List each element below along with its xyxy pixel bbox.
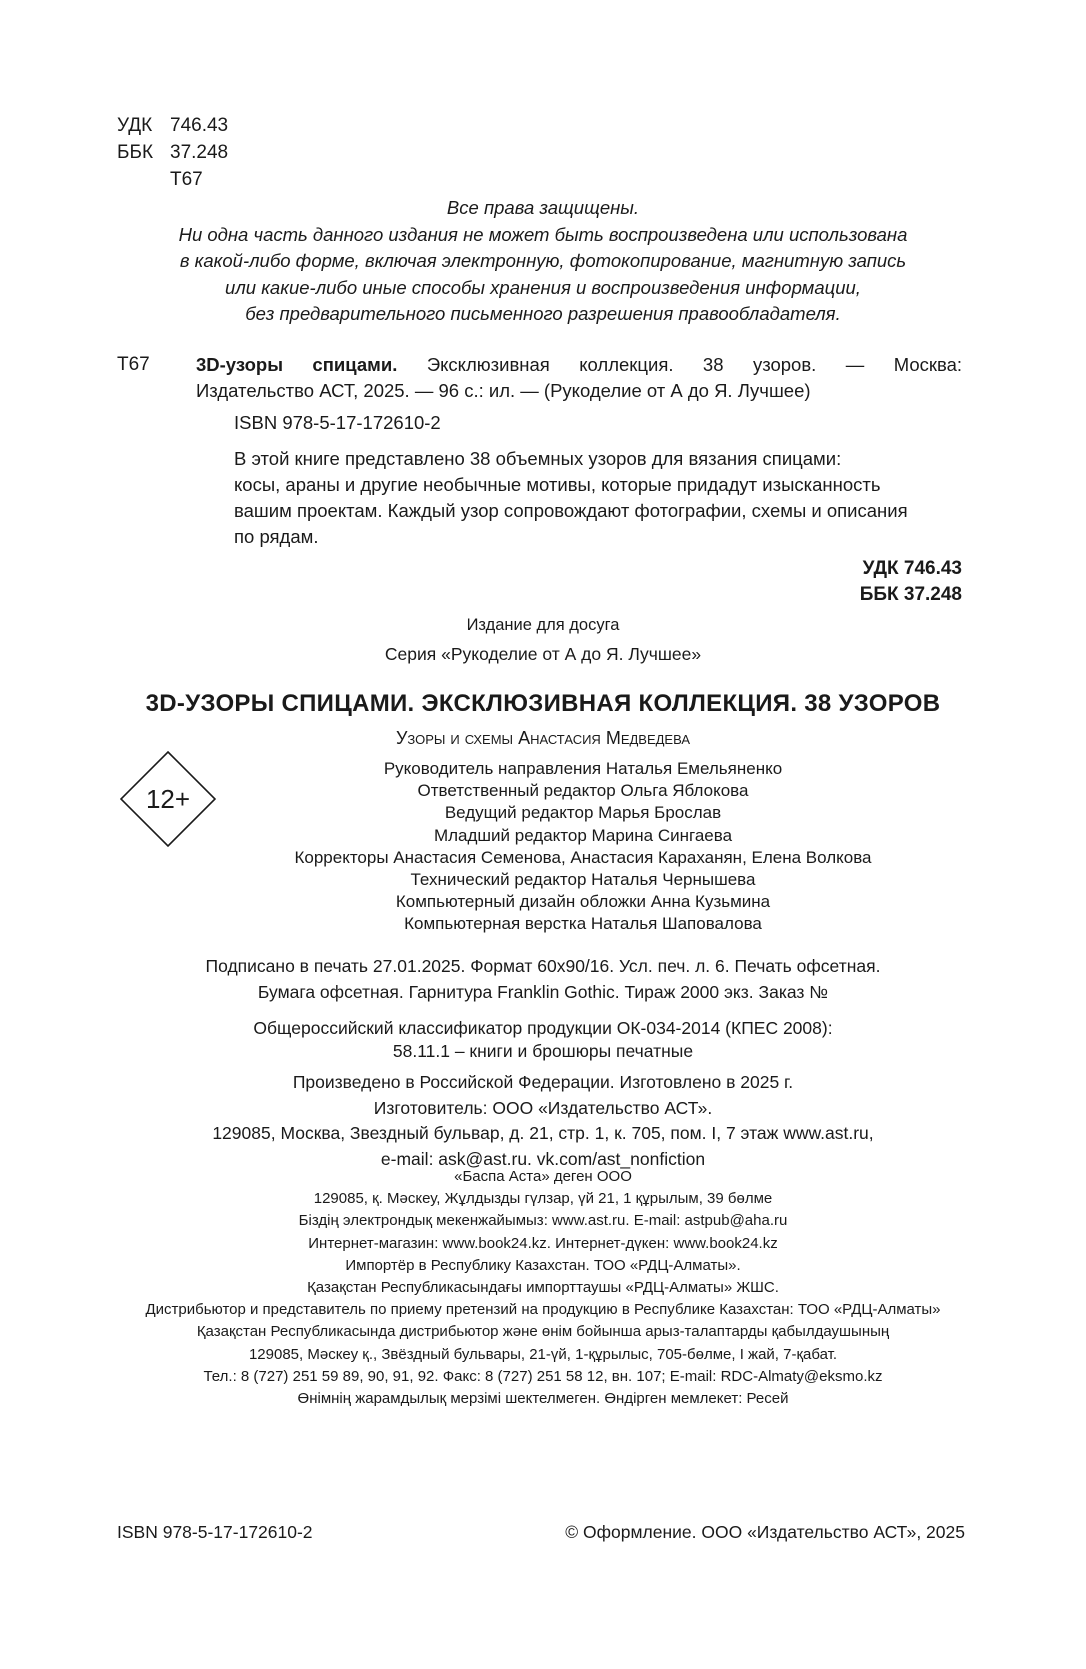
abstract-line: вашим проектам. Каждый узор сопровождают фотографии, схемы и описания [234, 500, 908, 521]
print-info-line: Подписано в печать 27.01.2025. Формат 60x90/16. Усл. печ. л. 6. Печать офсетная. [205, 956, 881, 976]
product-classifier [0, 1017, 1086, 1063]
kz-line: 129085, Мәскеу қ., Звёздный бульвары, 21-үй, 1-құрылыс, 705-бөлме, I жай, 7-қабат. [248, 1345, 838, 1363]
catalog-card [196, 352, 962, 608]
card-author-mark: Т67 [117, 354, 150, 375]
classification-codes [117, 112, 228, 193]
credit-line: Руководитель направления Наталья Емельяненко [383, 759, 783, 778]
patterns-author: Узоры и схемы Анастасия Медведева [395, 728, 691, 748]
footer-copyright: © Оформление. ООО «Издательство АСТ», 2025 [565, 1522, 965, 1542]
kz-line: 129085, қ. Мәскеу, Жұлдызды гүлзар, үй 21, 1 құрылым, 39 бөлме [313, 1190, 773, 1208]
card-title: 3D-узоры спицами. [196, 354, 398, 375]
bbk-label: ББК [117, 142, 154, 163]
udk-value: 746.43 [170, 115, 229, 136]
manufacturer-line: e-mail: ask@ast.ru. vk.com/ast_nonfiction [380, 1148, 706, 1169]
kz-line: Өнімнің жарамдылық мерзімі шектелмеген. Өндірген мемлекет: Ресей [297, 1390, 789, 1408]
kz-line: Тел.: 8 (727) 251 59 89, 90, 91, 92. Факс: 8 (727) 251 58 12, вн. 107; E-mail: RDC-Almaty@eksmo.kz [203, 1367, 883, 1385]
rights-line: Все права защищены. [446, 197, 640, 218]
author-mark: Т67 [170, 169, 203, 190]
card-title-rest: Эксклюзивная коллекция. 38 узоров. — Москва: [426, 354, 962, 375]
card-bbk: ББК 37.248 [859, 584, 962, 605]
manufacturer-line: Произведено в Российской Федерации. Изготовлено в 2025 г. [292, 1072, 794, 1092]
bbk-value: 37.248 [170, 142, 229, 163]
credit-line: Ответственный редактор Ольга Яблокова [417, 781, 749, 801]
abstract-line: косы, араны и другие необычные мотивы, которые придадут изысканность [234, 474, 881, 495]
manufacturer-info [0, 1070, 1086, 1172]
rights-line: без предварительного письменного разрешения правообладателя. [245, 303, 841, 324]
rights-line: Ни одна часть данного издания не может быть воспроизведена или использована [178, 223, 908, 245]
kazakhstan-info [0, 1166, 1086, 1410]
kz-line: Интернет-магазин: www.book24.kz. Интернет-дүкен: www.book24.kz [308, 1234, 778, 1252]
classifier-line: Общероссийский классификатор продукции ОК-034-2014 (КПЕС 2008): [253, 1018, 833, 1038]
credit-line: Ведущий редактор Марья Брослав [444, 803, 722, 823]
kz-line: Біздің электрондық мекенжайымыз: www.ast.ru. E-mail: astpub@aha.ru [298, 1212, 788, 1230]
print-info [0, 953, 1086, 1005]
rights-notice [0, 195, 1086, 328]
card-publisher-line: Издательство АСТ, 2025. — 96 с.: ил. — (Рукоделие от А до Я. Лучшее) [196, 380, 811, 401]
footer-isbn: ISBN 978-5-17-172610-2 [117, 1522, 313, 1542]
age-rating-text: 12+ [145, 784, 191, 814]
kz-line: Қазақстан Республикасындағы импорттаушы «РДЦ-Алматы» ЖШС. [307, 1279, 779, 1297]
leisure-edition: Издание для досуга [466, 616, 620, 634]
manufacturer-line: Изготовитель: ООО «Издательство АСТ». [373, 1097, 713, 1118]
kz-line: Импортёр в Республику Казахстан. ТОО «РДЦ-Алматы». [345, 1256, 741, 1274]
card-abstract [196, 446, 962, 550]
credit-line: Компьютерный дизайн обложки Анна Кузьмина [395, 892, 771, 912]
print-info-line: Бумага офсетная. Гарнитура Franklin Gothic. Тираж 2000 экз. Заказ № [257, 982, 829, 1002]
classifier-line: 58.11.1 – книги и брошюры печатные [392, 1041, 694, 1061]
credit-line: Компьютерная верстка Наталья Шаповалова [404, 914, 762, 934]
kz-line: Қазақстан Республикасында дистрибьютор және өнім бойынша арыз-талаптарды қабылдаушының [196, 1323, 890, 1341]
credit-line: Технический редактор Наталья Чернышева [410, 870, 756, 890]
abstract-line: по рядам. [234, 526, 319, 547]
card-codes [196, 556, 962, 608]
series-name: Серия «Рукоделие от А до Я. Лучшее» [384, 644, 702, 664]
rights-line: в какой-либо форме, включая электронную, фотокопирование, магнитную запись [179, 250, 907, 271]
credit-line: Младший редактор Марина Сингаева [433, 825, 733, 845]
udk-label: УДК [117, 115, 153, 136]
rights-line: или какие-либо иные способы хранения и воспроизведения информации, [225, 276, 861, 298]
bbk-row [117, 139, 228, 166]
udk-row [117, 112, 228, 139]
kz-line: Дистрибьютор и представитель по приему претензий на продукцию в Республике Казахстан: ТОО «РДЦ-Алматы» [145, 1301, 941, 1319]
manufacturer-line: 129085, Москва, Звездный бульвар, д. 21, стр. 1, к. 705, пом. I, 7 этаж www.ast.ru, [212, 1123, 874, 1143]
card-isbn: ISBN 978-5-17-172610-2 [234, 412, 441, 433]
book-title: 3D-УЗОРЫ СПИЦАМИ. ЭКСКЛЮЗИВНАЯ КОЛЛЕКЦИЯ. 38 УЗОРОВ [145, 690, 941, 717]
credit-line: Корректоры Анастасия Семенова, Анастасия Караханян, Елена Волкова [294, 847, 872, 867]
abstract-line: В этой книге представлено 38 объемных узоров для вязания спицами: [234, 448, 842, 469]
card-title-line [196, 352, 962, 378]
credits [40, 758, 1086, 936]
card-udk: УДК 746.43 [862, 558, 962, 579]
kz-line: «Баспа Аста» деген ООО [454, 1168, 632, 1185]
